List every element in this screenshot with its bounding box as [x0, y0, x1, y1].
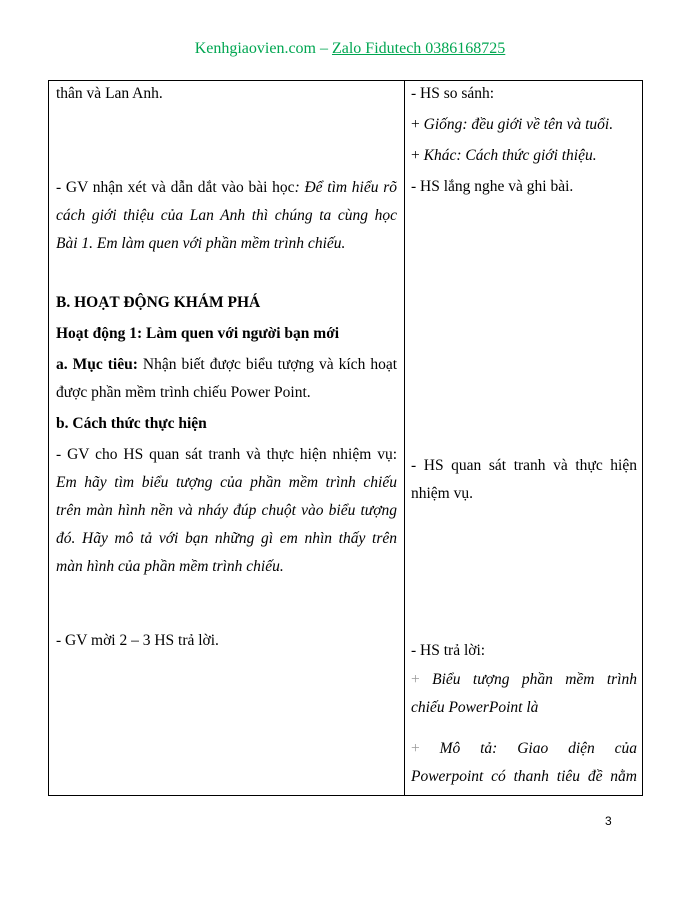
- lesson-table: [48, 80, 643, 796]
- goal-line: [56, 355, 397, 375]
- goal-text: Nhận biết được biểu tượng và kích hoạt: [137, 356, 397, 373]
- right-line: - HS so sánh:: [411, 85, 495, 102]
- left-line: trên màn hình nền và nháy đúp chuột vào biểu tượng: [56, 502, 397, 519]
- activity-heading: Hoạt động 1: Làm quen với người bạn mới: [56, 325, 340, 342]
- right-line: - HS quan sát tranh và thực hiện: [411, 457, 637, 474]
- method-heading: b. Cách thức thực hiện: [56, 415, 207, 432]
- left-line: [56, 178, 397, 198]
- plus-mark: +: [411, 671, 433, 688]
- student-activity-cell: [405, 81, 643, 796]
- left-line: Em hãy tìm biểu tượng của phần mềm trình chiếu: [56, 474, 397, 491]
- left-text-italic: : Để tìm hiểu rõ: [294, 179, 397, 196]
- table-row: [49, 81, 643, 796]
- left-line: Bài 1. Em làm quen với phần mềm trình chiếu.: [56, 235, 346, 252]
- header-site-link[interactable]: Kenhgiaovien.com: [194, 40, 316, 57]
- plus-mark: +: [411, 147, 424, 164]
- page-header: [0, 40, 700, 58]
- right-text-italic: Giống: đều giới về tên và tuổi.: [423, 116, 614, 133]
- teacher-activity-cell: [49, 81, 405, 796]
- right-line: - HS lắng nghe và ghi bài.: [411, 178, 574, 195]
- right-line: [411, 670, 637, 690]
- right-line: - HS trả lời:: [411, 642, 486, 659]
- page-number: 3: [605, 814, 612, 828]
- right-line: [411, 115, 637, 135]
- left-text: - GV nhận xét và dẫn dắt vào bài học: [56, 179, 295, 196]
- right-text-italic: Mô tả: Giao diện của: [439, 740, 637, 757]
- right-text-italic: Biểu tượng phần mềm trình: [432, 671, 637, 688]
- plus-mark: +: [411, 740, 440, 757]
- section-heading: B. HOẠT ĐỘNG KHÁM PHÁ: [56, 294, 261, 311]
- right-text-italic: Khác: Cách thức giới thiệu.: [423, 147, 597, 164]
- left-line: thân và Lan Anh.: [56, 85, 163, 102]
- right-line: chiếu PowerPoint là: [411, 699, 539, 716]
- left-line: cách giới thiệu của Lan Anh thì chúng ta cùng học: [56, 207, 397, 224]
- header-separator: –: [315, 40, 332, 57]
- plus-mark: +: [411, 116, 424, 133]
- goal-label: a. Mục tiêu:: [56, 356, 138, 373]
- right-line: [411, 739, 637, 759]
- right-line: nhiệm vụ.: [411, 485, 473, 502]
- left-line: được phần mềm trình chiếu Power Point.: [56, 384, 311, 401]
- left-line: đó. Hãy mô tả với bạn những gì em nhìn thấy trên: [56, 530, 397, 547]
- right-line: [411, 146, 637, 166]
- left-line: màn hình của phần mềm trình chiếu.: [56, 558, 284, 575]
- header-zalo-link[interactable]: Zalo Fidutech 0386168725: [331, 40, 506, 57]
- left-line: - GV mời 2 – 3 HS trả lời.: [56, 632, 219, 649]
- right-line: Powerpoint có thanh tiêu đề nằm: [411, 768, 637, 785]
- left-line: - GV cho HS quan sát tranh và thực hiện nhiệm vụ:: [56, 446, 397, 463]
